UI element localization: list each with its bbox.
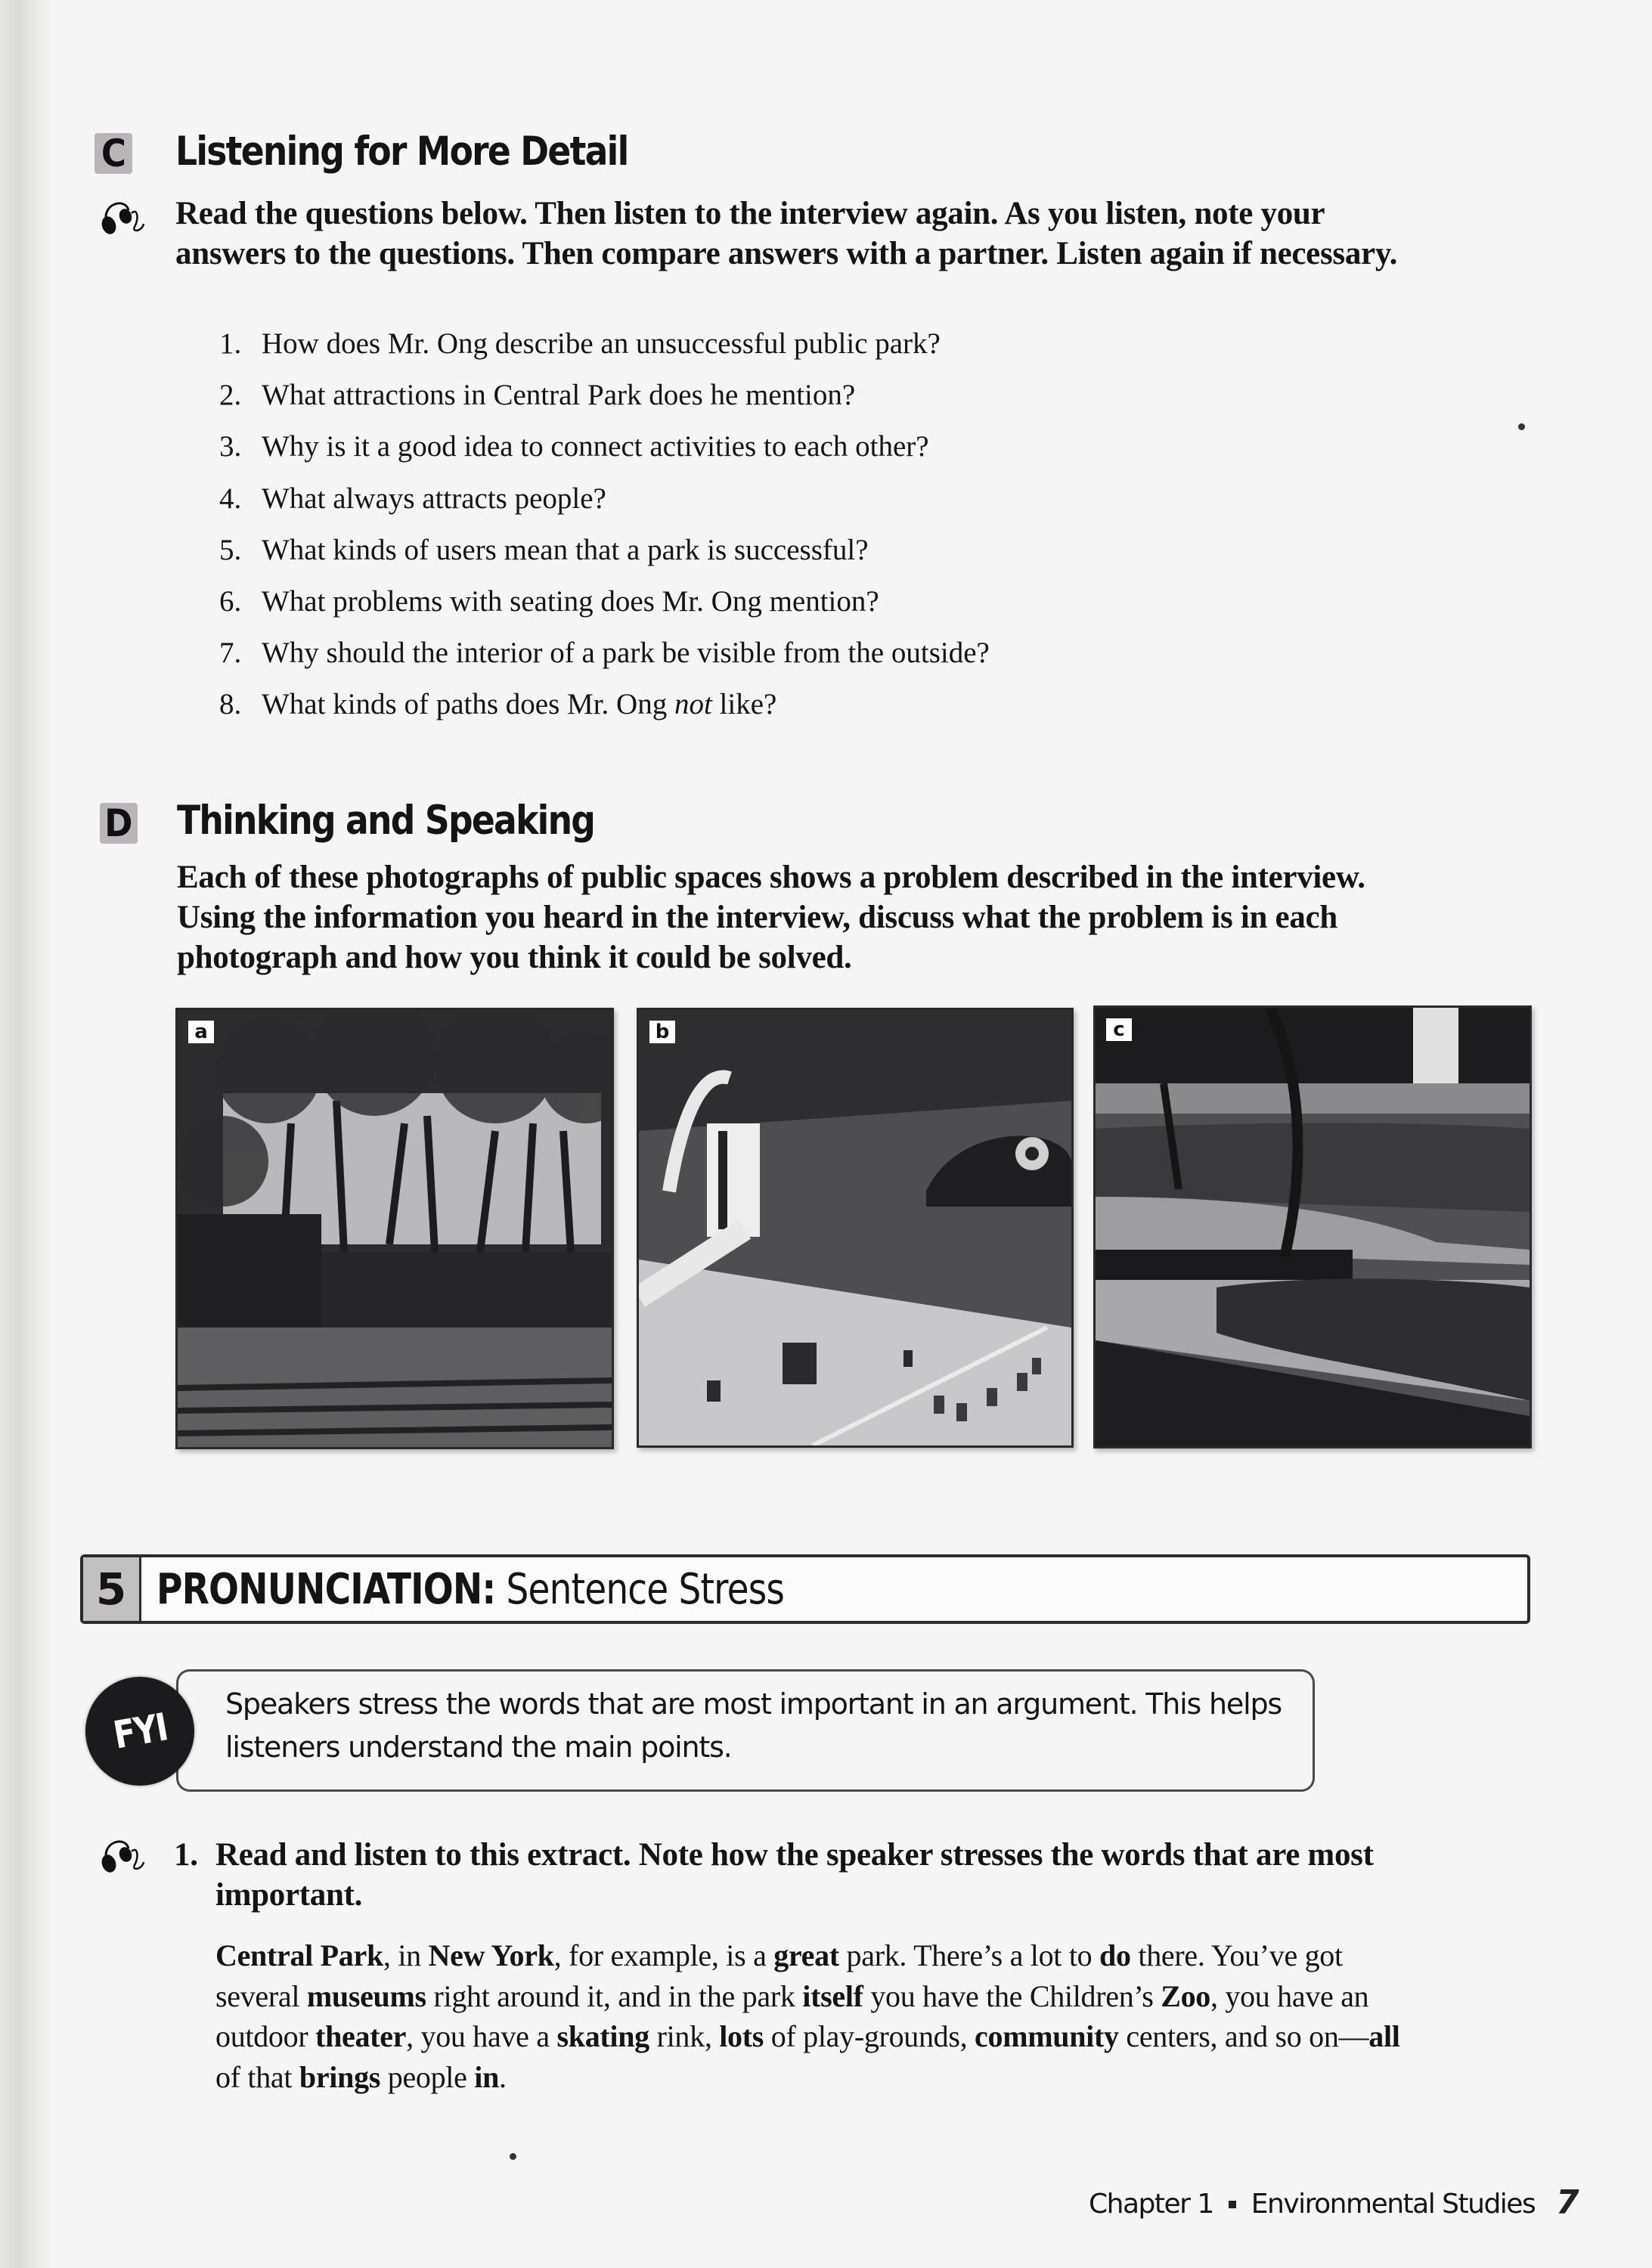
extract-text: . [499,2059,507,2094]
headphones-icon [100,1835,148,1877]
item-number: 1. [174,1837,198,1873]
page-number: 7 [1556,2183,1579,2222]
photo-label: a [188,1021,214,1043]
extract-text: park. There’s a lot to [838,1938,1100,1972]
question-item [219,321,990,373]
question-number: 7. [219,637,242,670]
question-number: 2. [219,379,242,412]
section-c-marker [95,133,132,174]
question-item [219,476,990,528]
question-number: 4. [219,482,242,515]
question-number: 3. [219,430,242,463]
question-number: 8. [219,688,242,721]
extract-text: centers, and so on— [1118,2019,1369,2053]
section-letter: C [101,132,126,175]
extract-text: , for example, is a [553,1938,774,1972]
photo-a-image [178,1010,612,1447]
section-c-title: Listening for More Detail [175,129,628,175]
stressed-word: itself [802,1978,863,2013]
section-letter: D [104,801,133,845]
question-number: 5. [219,533,242,566]
section-title-rest: Sentence Stress [495,1564,785,1614]
question-text: What problems with seating does Mr. Ong mention? [262,584,879,618]
item-instructions: Read and listen to this extract. Note how the speaker stresses the words that are most important. [215,1837,1374,1913]
question-item [219,631,990,682]
footer-chapter: Chapter 1 [1089,2189,1213,2220]
stressed-word: museums [306,1978,426,2013]
photo-b-image [639,1010,1071,1445]
extract-text: , in [383,1938,429,1972]
photo-a [175,1008,614,1449]
stressed-word: theater [315,2019,407,2053]
extract-text: rink, [649,2019,720,2053]
fyi-badge [85,1677,194,1786]
headphones-icon [100,197,148,239]
stressed-word: all [1368,2019,1400,2053]
photo-label: c [1106,1018,1132,1041]
stressed-word: brings [299,2059,381,2094]
stressed-word: great [773,1938,839,1972]
stressed-word: Zoo [1161,1978,1210,2013]
stressed-word: community [975,2019,1119,2053]
extract-text: right around it, and in the park [426,1978,803,2013]
question-text: What attractions in Central Park does he mention? [262,379,856,412]
stressed-word: skating [556,2019,649,2053]
extract-text: of play-grounds, [764,2019,975,2053]
stressed-word: do [1099,1938,1131,1972]
question-item [219,579,990,631]
extract-text: there. You’ve got several [215,1938,1343,2013]
question-list [219,321,990,734]
extract-text: , you have an outdoor [215,1978,1369,2053]
question-text: Why should the interior of a park be visible from the outside? [262,637,990,670]
question-item [219,424,990,476]
page-gutter-shadow [0,0,53,2268]
section-title-bold: PRONUNCIATION: [157,1564,496,1614]
section-title [157,1565,784,1614]
page-footer [1089,2189,1535,2220]
extract-text: , you have a [406,2019,557,2053]
question-emphasis: not [674,688,712,721]
stress-extract [215,1935,1418,2097]
photo-c-image [1096,1008,1530,1446]
section-d-title: Thinking and Speaking [177,798,595,844]
photo-label: b [649,1021,675,1043]
stressed-word: New York [428,1938,554,1972]
stressed-word: in [474,2059,500,2094]
photo-b [637,1008,1074,1448]
question-text-part: like? [711,688,777,721]
question-text-part: What kinds of paths does Mr. Ong [262,688,674,721]
question-text: Why is it a good idea to connect activities to each other? [262,430,929,463]
bullet-separator [1229,2201,1236,2208]
section-d-marker [100,803,138,844]
footer-subject: Environmental Studies [1251,2189,1536,2220]
extract-text: you have the Children’s [863,1978,1161,2013]
section-d-instructions: Each of these photographs of public spaces shows a problem described in the interview. Using the information you heard in the interview, discuss what the problem is in each photograph and how you think it could be solved. [177,860,1365,975]
section-number: 5 [83,1557,141,1621]
extract-text: of that [215,2059,299,2094]
fyi-label: FYI [110,1705,170,1758]
question-text: What kinds of users mean that a park is successful? [262,533,869,566]
question-item [219,682,990,733]
question-text: How does Mr. Ong describe an unsuccessful public park? [262,327,941,360]
fyi-text: Speakers stress the words that are most important in an argument. This helps listeners understand the main points. [225,1687,1282,1764]
stray-mark [1518,423,1525,430]
stressed-word: Central Park [215,1938,383,1972]
extract-text: people [380,2059,475,2094]
question-number: 6. [219,584,242,618]
question-item [219,528,990,579]
stray-mark [510,2153,516,2160]
question-item [219,373,990,424]
pronunciation-header [80,1554,1530,1624]
question-text: What always attracts people? [262,482,606,515]
question-text [262,682,776,733]
photo-c [1093,1005,1532,1448]
section-c-instructions: Read the questions below. Then listen to the interview again. As you listen, note your answers to the questions. Then compare answers with a partner. Listen again if necessary. [175,196,1398,271]
stressed-word: lots [719,2019,764,2053]
question-number: 1. [219,327,242,360]
